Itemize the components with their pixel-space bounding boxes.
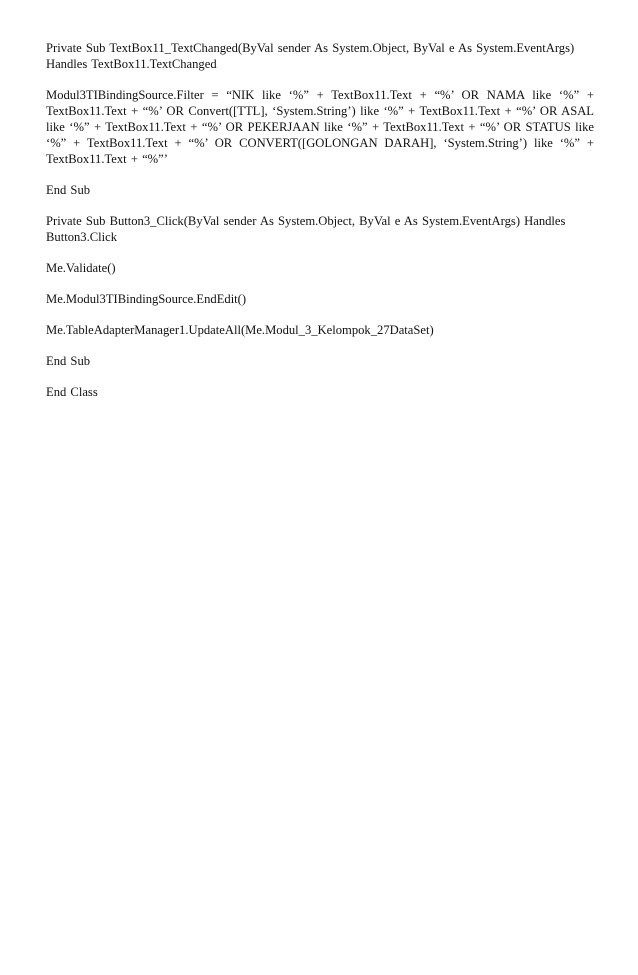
code-line-end-sub-1: End Sub bbox=[46, 183, 91, 197]
code-line-end-edit: Me.Modul3TIBindingSource.EndEdit() bbox=[46, 292, 247, 306]
code-line-filter-statement: Modul3TIBindingSource.Filter = “NIK like ‘%” + TextBox11.Text + “%’ OR NAMA like ‘%” + TextBox11.Text + “%’ OR Convert([TTL], ‘System.String’) like ‘%” + TextBox11.Text + “%’ OR ASAL like ‘%” + TextBox11.Text + “%’ OR PEKERJAAN like ‘%” + TextBox11.Text + “%’ OR STATUS like ‘%” + TextBox11.Text + “%’ OR CONVERT([GOLONGAN DARAH], ‘System.String’) like ‘%” + TextBox11.Text + “%”’ bbox=[46, 88, 594, 166]
code-listing bbox=[46, 40, 594, 415]
code-line-update-all: Me.TableAdapterManager1.UpdateAll(Me.Modul_3_Kelompok_27DataSet) bbox=[46, 323, 434, 337]
code-line-end-class: End Class bbox=[46, 385, 98, 399]
code-line-validate: Me.Validate() bbox=[46, 261, 116, 275]
code-line-button-click-sub: Private Sub Button3_Click(ByVal sender As System.Object, ByVal e As System.EventArgs) Handles Button3.Click bbox=[46, 214, 566, 244]
code-line-end-sub-2: End Sub bbox=[46, 354, 91, 368]
code-line-textchanged-sub: Private Sub TextBox11_TextChanged(ByVal sender As System.Object, ByVal e As System.EventArgs) Handles TextBox11.TextChanged bbox=[46, 41, 575, 71]
